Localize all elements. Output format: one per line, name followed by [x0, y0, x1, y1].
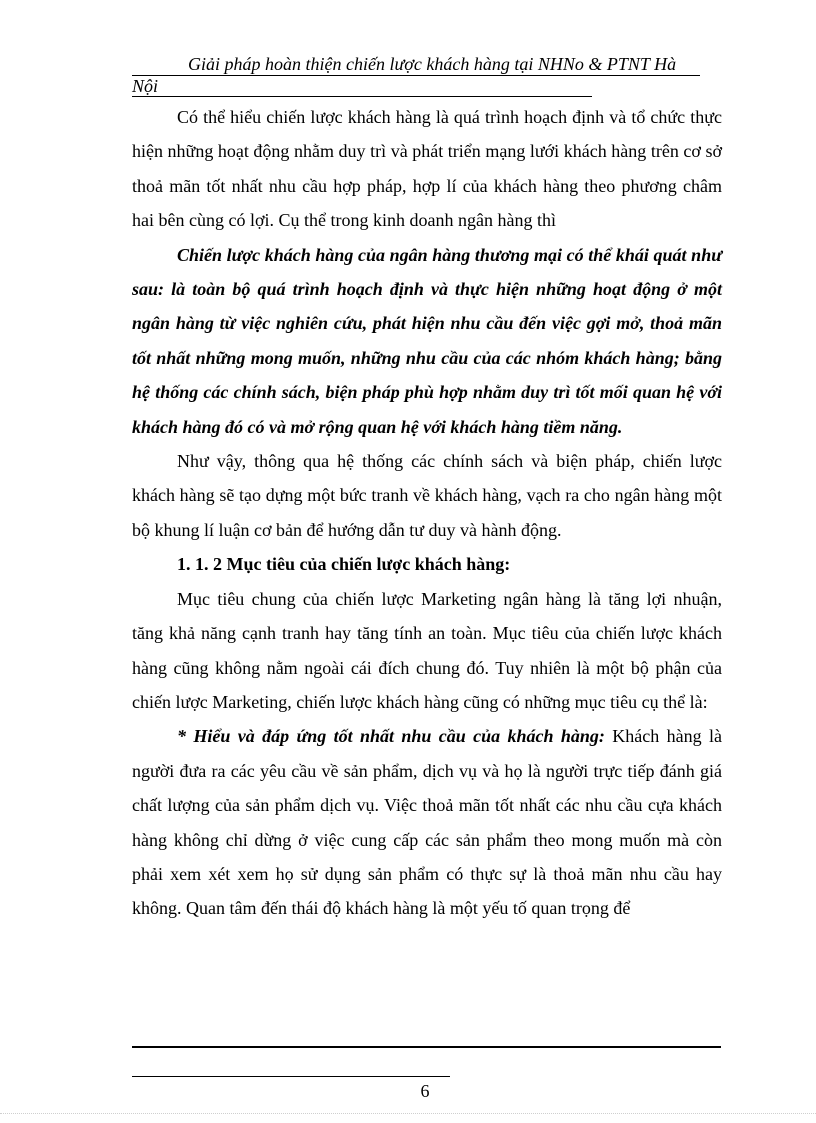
- paragraph-objectives: Mục tiêu chung của chiến lược Marketing ngân hàng là tăng lợi nhuận, tăng khả năng cạnh tranh hay tăng tính an toàn. Mục tiêu của chiến lược khách hàng cũng không nằm ngoài cái đích chung đó. Tuy nhiên là một bộ phận của chiến lược Marketing, chiến lược khách hàng cũng có những mục tiêu cụ thể là:: [132, 588, 722, 712]
- objective-1-text: Khách hàng là người đưa ra các yêu cầu về sản phẩm, dịch vụ và họ là người trực tiếp đánh giá chất lượng của sản phẩm dịch vụ. Việc thoả mãn tốt nhất các nhu cầu cựa khách hàng không chỉ dừng ở việc cung cấp các sản phẩm theo mong muốn mà còn phải xem xét xem họ sử dụng sản phẩm có thực sự là thoả mãn nhu cầu hay không. Quan tâm đến thái độ khách hàng là một yếu tố quan trọng để: [132, 726, 722, 919]
- section-heading: 1. 1. 2 Mục tiêu của chiến lược khách hàng:: [177, 554, 511, 575]
- page-edge-dotted-line: [0, 1113, 816, 1114]
- paragraph-key-definition: Chiến lược khách hàng của ngân hàng thương mại có thể khái quát như sau: là toàn bộ quá trình hoạch định và thực hiện những hoạt động ở một ngân hàng từ việc nghiên cứu, phát hiện nhu cầu đến việc gợi mở, thoả mãn tốt nhất những mong muốn, những nhu cầu của các nhóm khách hàng; bằng hệ thống các chính sách, biện pháp phù hợp nhằm duy trì tốt mối quan hệ với khách hàng đó có và mở rộng quan hệ với khách hàng tiềm năng.: [132, 244, 722, 437]
- footer-rule-long: [132, 1046, 721, 1048]
- paragraph-definition: Có thể hiểu chiến lược khách hàng là quá trình hoạch định và tổ chức thực hiện những hoạt động nhằm duy trì và phát triển mạng lưới khách hàng trên cơ sở thoả mãn tốt nhất nhu cầu hợp pháp, hợp lí của khách hàng theo phương châm hai bên cùng có lợi. Cụ thể trong kinh doanh ngân hàng thì: [132, 107, 722, 231]
- page-number: 6: [420, 1081, 430, 1101]
- page-body: [132, 100, 722, 926]
- running-header-line2: Nội: [132, 76, 592, 97]
- footer-rule-short: [132, 1076, 450, 1077]
- objective-1-lead: * Hiểu và đáp ứng tốt nhất nhu cầu của khách hàng:: [177, 726, 605, 747]
- paragraph-objective-1: [132, 719, 722, 925]
- running-header-line1: Giải pháp hoàn thiện chiến lược khách hàng tại NHNo & PTNT Hà: [132, 53, 700, 76]
- paragraph-summary: Như vậy, thông qua hệ thống các chính sách và biện pháp, chiến lược khách hàng sẽ tạo dựng một bức tranh về khách hàng, vạch ra cho ngân hàng một bộ khung lí luận cơ bản để hướng dẫn tư duy và hành động.: [132, 451, 722, 540]
